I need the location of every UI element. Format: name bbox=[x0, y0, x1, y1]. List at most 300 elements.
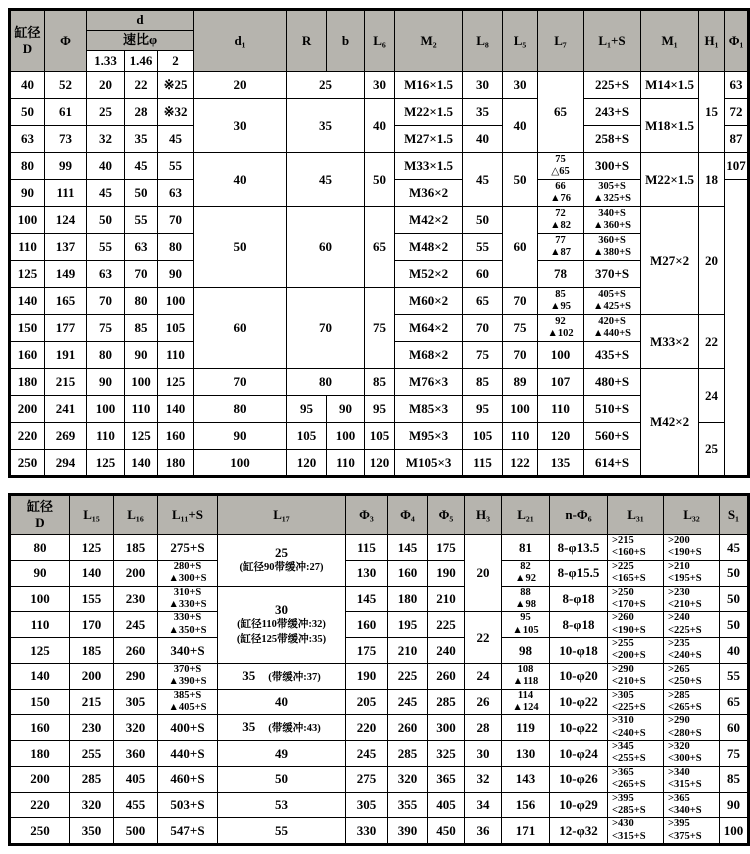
data-cell: 170 bbox=[70, 612, 114, 638]
data-cell: 26 bbox=[465, 689, 502, 715]
data-cell: >310 <240+S bbox=[608, 715, 664, 741]
data-cell: M42×2 bbox=[395, 207, 463, 234]
data-cell: 40 bbox=[463, 126, 503, 153]
data-cell: 300 bbox=[428, 715, 465, 741]
data-cell: 100 bbox=[125, 369, 158, 396]
data-cell: 177 bbox=[45, 315, 87, 342]
data-cell: 55 bbox=[125, 207, 158, 234]
data-cell: 73 bbox=[45, 126, 87, 153]
data-cell: >365 <265+S bbox=[608, 766, 664, 792]
data-cell bbox=[725, 180, 749, 477]
data-cell: 210 bbox=[428, 586, 465, 612]
data-cell: 12-φ32 bbox=[550, 818, 608, 845]
data-cell: 440+S bbox=[158, 741, 218, 767]
data-cell: 510+S bbox=[584, 396, 641, 423]
data-cell: 100 bbox=[538, 342, 584, 369]
data-cell: 30 bbox=[503, 72, 538, 99]
data-cell: 200 bbox=[10, 766, 70, 792]
table-row bbox=[10, 72, 749, 99]
table-row bbox=[10, 638, 749, 664]
data-cell: 125 bbox=[10, 638, 70, 664]
data-cell: 55 bbox=[720, 663, 749, 689]
data-cell: 125 bbox=[125, 423, 158, 450]
data-cell: M42×2 bbox=[641, 369, 699, 477]
header-row bbox=[10, 495, 749, 535]
data-cell: 85 bbox=[463, 369, 503, 396]
data-cell: 88 ▲98 bbox=[502, 586, 550, 612]
data-cell: 305+S ▲325+S bbox=[584, 180, 641, 207]
data-cell: 320 bbox=[388, 766, 428, 792]
data-cell: 45 bbox=[125, 153, 158, 180]
header-cell: H₁ bbox=[699, 10, 725, 72]
table-row bbox=[10, 396, 749, 423]
data-cell: 8-φ13.5 bbox=[550, 535, 608, 561]
data-cell: 100 bbox=[503, 396, 538, 423]
data-cell: 28 bbox=[125, 99, 158, 126]
data-cell: 65 bbox=[365, 207, 395, 288]
header-cell: L₅ bbox=[503, 10, 538, 72]
data-cell: 85 bbox=[125, 315, 158, 342]
data-cell: 245 bbox=[114, 612, 158, 638]
table-row bbox=[10, 535, 749, 561]
data-cell: 243+S bbox=[584, 99, 641, 126]
data-cell: 10-φ22 bbox=[550, 689, 608, 715]
data-cell: 175 bbox=[346, 638, 388, 664]
data-cell: 290 bbox=[114, 663, 158, 689]
data-cell: 35 bbox=[125, 126, 158, 153]
table-row bbox=[10, 586, 749, 612]
data-cell: 260 bbox=[388, 715, 428, 741]
data-cell: 140 bbox=[70, 560, 114, 586]
data-cell: 124 bbox=[45, 207, 87, 234]
header-cell: S₁ bbox=[720, 495, 749, 535]
data-cell: 140 bbox=[10, 663, 70, 689]
header-cell: Φ₅ bbox=[428, 495, 465, 535]
table-row bbox=[10, 663, 749, 689]
data-cell: 92 ▲102 bbox=[538, 315, 584, 342]
data-cell: 89 bbox=[503, 369, 538, 396]
table-row bbox=[10, 689, 749, 715]
data-cell: >210 <195+S bbox=[664, 560, 720, 586]
data-cell: M60×2 bbox=[395, 288, 463, 315]
data-cell: 115 bbox=[346, 535, 388, 561]
data-cell: 547+S bbox=[158, 818, 218, 845]
data-cell: 385+S ▲405+S bbox=[158, 689, 218, 715]
data-cell: 50 bbox=[218, 766, 346, 792]
header-cell: L₁₅ bbox=[70, 495, 114, 535]
data-cell: 400+S bbox=[158, 715, 218, 741]
data-cell: 160 bbox=[10, 342, 45, 369]
data-cell: M76×3 bbox=[395, 369, 463, 396]
data-cell: 460+S bbox=[158, 766, 218, 792]
data-cell: >230 <210+S bbox=[664, 586, 720, 612]
cylinder-dimension-table-top bbox=[8, 8, 750, 478]
data-cell: 180 bbox=[388, 586, 428, 612]
data-cell: 122 bbox=[503, 450, 538, 477]
header-cell: d₁ bbox=[194, 10, 287, 72]
data-cell: 80 bbox=[87, 342, 125, 369]
data-cell: 300+S bbox=[584, 153, 641, 180]
data-cell: M22×1.5 bbox=[395, 99, 463, 126]
data-cell: 30 bbox=[194, 99, 287, 153]
data-cell: 22 bbox=[465, 612, 502, 664]
data-cell: 340+S bbox=[158, 638, 218, 664]
header-cell: L₁₆ bbox=[114, 495, 158, 535]
data-cell: 90 bbox=[87, 369, 125, 396]
data-cell: 40 bbox=[10, 72, 45, 99]
data-cell: 360+S ▲380+S bbox=[584, 234, 641, 261]
data-cell: 160 bbox=[158, 423, 194, 450]
data-cell: 65 bbox=[720, 689, 749, 715]
data-cell: 150 bbox=[10, 315, 45, 342]
data-cell: >240 <225+S bbox=[664, 612, 720, 638]
header-cell: L₆ bbox=[365, 10, 395, 72]
data-cell: 95 bbox=[287, 396, 327, 423]
data-cell: 258+S bbox=[584, 126, 641, 153]
data-cell: 185 bbox=[70, 638, 114, 664]
data-cell: 120 bbox=[538, 423, 584, 450]
data-cell: 269 bbox=[45, 423, 87, 450]
data-cell: 100 bbox=[720, 818, 749, 845]
data-cell: 49 bbox=[218, 741, 346, 767]
data-cell: 81 bbox=[502, 535, 550, 561]
table-row bbox=[10, 741, 749, 767]
table-row bbox=[10, 423, 749, 450]
data-cell: >235 <240+S bbox=[664, 638, 720, 664]
data-cell: 90 bbox=[327, 396, 365, 423]
data-cell: 63 bbox=[87, 261, 125, 288]
data-cell: 145 bbox=[346, 586, 388, 612]
data-cell: 220 bbox=[346, 715, 388, 741]
data-cell: 24 bbox=[465, 663, 502, 689]
data-cell: >250 <170+S bbox=[608, 586, 664, 612]
data-cell: 99 bbox=[45, 153, 87, 180]
header-cell: d bbox=[87, 10, 194, 31]
header-cell: L₁+S bbox=[584, 10, 641, 72]
data-cell: 350 bbox=[70, 818, 114, 845]
data-cell: 95 bbox=[463, 396, 503, 423]
data-cell: 171 bbox=[502, 818, 550, 845]
data-cell: >395 <285+S bbox=[608, 792, 664, 818]
data-cell: 40 bbox=[194, 153, 287, 207]
header-cell: L₇ bbox=[538, 10, 584, 72]
data-cell: 50 bbox=[720, 586, 749, 612]
data-cell: 95 ▲105 bbox=[502, 612, 550, 638]
data-cell: >225 <165+S bbox=[608, 560, 664, 586]
data-cell: 45 bbox=[87, 180, 125, 207]
data-cell: 10-φ20 bbox=[550, 663, 608, 689]
data-cell: 285 bbox=[428, 689, 465, 715]
data-cell: 85 bbox=[720, 766, 749, 792]
header-row bbox=[10, 10, 749, 31]
data-cell: 63 bbox=[125, 234, 158, 261]
table-row bbox=[10, 288, 749, 315]
data-cell: 130 bbox=[346, 560, 388, 586]
data-cell: 8-φ15.5 bbox=[550, 560, 608, 586]
data-cell: 390 bbox=[388, 818, 428, 845]
data-cell: 110 bbox=[327, 450, 365, 477]
data-cell: 85 ▲95 bbox=[538, 288, 584, 315]
data-cell: 65 bbox=[538, 72, 584, 153]
data-cell: 355 bbox=[388, 792, 428, 818]
data-cell: 143 bbox=[502, 766, 550, 792]
data-cell: 40 bbox=[218, 689, 346, 715]
data-cell: 70 bbox=[125, 261, 158, 288]
data-cell: 25 bbox=[699, 423, 725, 477]
data-cell: 365 bbox=[428, 766, 465, 792]
data-cell: 50 bbox=[503, 153, 538, 207]
data-cell: 180 bbox=[10, 741, 70, 767]
data-cell: 125 bbox=[70, 535, 114, 561]
data-cell: 200 bbox=[70, 663, 114, 689]
data-cell: 370+S bbox=[584, 261, 641, 288]
data-cell: M64×2 bbox=[395, 315, 463, 342]
data-cell: 110 bbox=[503, 423, 538, 450]
data-cell: 30 bbox=[365, 72, 395, 99]
data-cell: 45 bbox=[720, 535, 749, 561]
data-cell: 241 bbox=[45, 396, 87, 423]
header-cell: H₃ bbox=[465, 495, 502, 535]
data-cell: 60 bbox=[503, 207, 538, 288]
data-cell: M22×1.5 bbox=[641, 153, 699, 207]
data-cell: >345 <255+S bbox=[608, 741, 664, 767]
data-cell: 230 bbox=[70, 715, 114, 741]
table-row bbox=[10, 560, 749, 586]
data-cell: 150 bbox=[10, 689, 70, 715]
data-cell: 30 bbox=[463, 72, 503, 99]
data-cell: 305 bbox=[114, 689, 158, 715]
data-cell: 160 bbox=[10, 715, 70, 741]
data-cell: 450 bbox=[428, 818, 465, 845]
data-cell: 70 bbox=[503, 288, 538, 315]
data-cell: 80 bbox=[10, 535, 70, 561]
data-cell: >265 <250+S bbox=[664, 663, 720, 689]
table-row bbox=[10, 715, 749, 741]
data-cell: 294 bbox=[45, 450, 87, 477]
data-cell: 156 bbox=[502, 792, 550, 818]
data-cell: 8-φ18 bbox=[550, 612, 608, 638]
data-cell: 105 bbox=[287, 423, 327, 450]
data-cell: 40 bbox=[503, 99, 538, 153]
data-cell: 105 bbox=[365, 423, 395, 450]
data-cell: 45 bbox=[463, 153, 503, 207]
data-cell: 98 bbox=[502, 638, 550, 664]
data-cell: 140 bbox=[10, 288, 45, 315]
header-cell: Φ₃ bbox=[346, 495, 388, 535]
data-cell: 110 bbox=[538, 396, 584, 423]
data-cell: 66 ▲76 bbox=[538, 180, 584, 207]
header-cell: 缸径 D bbox=[10, 495, 70, 535]
data-cell: 180 bbox=[158, 450, 194, 477]
data-cell: 60 bbox=[194, 288, 287, 369]
data-cell: 24 bbox=[699, 369, 725, 423]
data-cell: 52 bbox=[45, 72, 87, 99]
header-cell: b bbox=[327, 10, 365, 72]
table-row bbox=[10, 207, 749, 234]
data-cell: 20 bbox=[465, 535, 502, 612]
data-cell: 305 bbox=[346, 792, 388, 818]
data-cell: 250 bbox=[10, 450, 45, 477]
data-cell: 360 bbox=[114, 741, 158, 767]
data-cell: 60 bbox=[463, 261, 503, 288]
data-cell: 260 bbox=[428, 663, 465, 689]
data-cell: 120 bbox=[365, 450, 395, 477]
data-cell: 340+S ▲360+S bbox=[584, 207, 641, 234]
table-row bbox=[10, 153, 749, 180]
data-cell: 50 bbox=[463, 207, 503, 234]
data-cell: 100 bbox=[327, 423, 365, 450]
data-cell: 500 bbox=[114, 818, 158, 845]
data-cell: 108 ▲118 bbox=[502, 663, 550, 689]
table-row bbox=[10, 766, 749, 792]
data-cell: >290 <210+S bbox=[608, 663, 664, 689]
data-cell: 135 bbox=[538, 450, 584, 477]
data-cell: 114 ▲124 bbox=[502, 689, 550, 715]
data-cell: 230 bbox=[114, 586, 158, 612]
data-cell: M27×1.5 bbox=[395, 126, 463, 153]
data-cell: 195 bbox=[388, 612, 428, 638]
data-cell: 61 bbox=[45, 99, 87, 126]
data-cell: 90 bbox=[194, 423, 287, 450]
data-cell: 72 bbox=[725, 99, 749, 126]
data-cell: 275+S bbox=[158, 535, 218, 561]
data-cell: 250 bbox=[10, 818, 70, 845]
header-cell: Φ bbox=[45, 10, 87, 72]
data-cell: 111 bbox=[45, 180, 87, 207]
data-cell: M48×2 bbox=[395, 234, 463, 261]
data-cell: 405 bbox=[114, 766, 158, 792]
data-cell: 18 bbox=[699, 153, 725, 207]
data-cell: 110 bbox=[10, 234, 45, 261]
data-cell: 105 bbox=[158, 315, 194, 342]
data-cell: 100 bbox=[194, 450, 287, 477]
data-cell: 80 bbox=[194, 396, 287, 423]
data-cell: 220 bbox=[10, 423, 45, 450]
data-cell: 80 bbox=[158, 234, 194, 261]
data-cell: 149 bbox=[45, 261, 87, 288]
data-cell: M85×3 bbox=[395, 396, 463, 423]
header-cell: Φ₁ bbox=[725, 10, 749, 72]
data-cell: 160 bbox=[346, 612, 388, 638]
data-cell: 50 bbox=[194, 207, 287, 288]
data-cell: 255 bbox=[70, 741, 114, 767]
data-cell: 285 bbox=[70, 766, 114, 792]
data-cell: ※25 bbox=[158, 72, 194, 99]
data-cell: 165 bbox=[45, 288, 87, 315]
data-cell: >395 <375+S bbox=[664, 818, 720, 845]
data-cell: 10-φ22 bbox=[550, 715, 608, 741]
header-cell: 1.46 bbox=[125, 51, 158, 72]
data-cell: 55 bbox=[158, 153, 194, 180]
data-cell: 40 bbox=[365, 99, 395, 153]
header-cell: L₈ bbox=[463, 10, 503, 72]
table-row bbox=[10, 450, 749, 477]
data-cell: 50 bbox=[720, 612, 749, 638]
data-cell: 35 bbox=[287, 99, 365, 153]
data-cell: 35 (带缓冲:37) bbox=[218, 663, 346, 689]
data-cell: 220 bbox=[10, 792, 70, 818]
data-cell: 420+S ▲440+S bbox=[584, 315, 641, 342]
data-cell: 614+S bbox=[584, 450, 641, 477]
data-cell: 115 bbox=[463, 450, 503, 477]
data-cell: 15 bbox=[699, 72, 725, 153]
data-cell: >430 <315+S bbox=[608, 818, 664, 845]
data-cell: >260 <190+S bbox=[608, 612, 664, 638]
data-cell: 140 bbox=[125, 450, 158, 477]
data-cell: >290 <280+S bbox=[664, 715, 720, 741]
data-cell: 85 bbox=[365, 369, 395, 396]
data-cell: 75 △65 bbox=[538, 153, 584, 180]
data-cell: 28 bbox=[465, 715, 502, 741]
data-cell: 72 ▲82 bbox=[538, 207, 584, 234]
data-cell: 35 (带缓冲:43) bbox=[218, 715, 346, 741]
data-cell: 125 bbox=[10, 261, 45, 288]
header-cell: M₂ bbox=[395, 10, 463, 72]
cylinder-dimension-table-bottom bbox=[8, 493, 750, 846]
data-cell: 100 bbox=[10, 207, 45, 234]
data-cell: ※32 bbox=[158, 99, 194, 126]
data-cell: 330 bbox=[346, 818, 388, 845]
data-cell: 70 bbox=[503, 342, 538, 369]
data-cell: 160 bbox=[388, 560, 428, 586]
data-cell: 155 bbox=[70, 586, 114, 612]
data-cell: 75 bbox=[463, 342, 503, 369]
data-cell: 63 bbox=[158, 180, 194, 207]
data-cell: 90 bbox=[158, 261, 194, 288]
data-cell: 50 bbox=[10, 99, 45, 126]
data-cell: 80 bbox=[10, 153, 45, 180]
data-cell: >285 <265+S bbox=[664, 689, 720, 715]
data-cell: M105×3 bbox=[395, 450, 463, 477]
data-cell: 20 bbox=[699, 207, 725, 315]
header-cell: L₃₁ bbox=[608, 495, 664, 535]
data-cell: 110 bbox=[87, 423, 125, 450]
data-cell: 260 bbox=[114, 638, 158, 664]
data-cell: 32 bbox=[87, 126, 125, 153]
data-cell: 320 bbox=[114, 715, 158, 741]
data-cell: 90 bbox=[125, 342, 158, 369]
data-cell: 36 bbox=[465, 818, 502, 845]
data-cell: 70 bbox=[158, 207, 194, 234]
data-cell: 55 bbox=[218, 818, 346, 845]
data-cell: 45 bbox=[287, 153, 365, 207]
data-cell: 80 bbox=[287, 369, 365, 396]
data-cell: M14×1.5 bbox=[641, 72, 699, 99]
data-cell: 35 bbox=[463, 99, 503, 126]
header-cell: L₃₂ bbox=[664, 495, 720, 535]
data-cell: 82 ▲92 bbox=[502, 560, 550, 586]
data-cell: 55 bbox=[87, 234, 125, 261]
header-cell: M₁ bbox=[641, 10, 699, 72]
data-cell: 245 bbox=[388, 689, 428, 715]
data-cell: 225 bbox=[428, 612, 465, 638]
data-cell: 370+S ▲390+S bbox=[158, 663, 218, 689]
data-cell: 45 bbox=[158, 126, 194, 153]
data-cell: 10-φ24 bbox=[550, 741, 608, 767]
data-cell: M16×1.5 bbox=[395, 72, 463, 99]
data-cell: 34 bbox=[465, 792, 502, 818]
data-cell: 65 bbox=[463, 288, 503, 315]
data-cell: 75 bbox=[87, 315, 125, 342]
data-cell: 330+S ▲350+S bbox=[158, 612, 218, 638]
data-cell: 275 bbox=[346, 766, 388, 792]
table-row bbox=[10, 612, 749, 638]
data-cell: 63 bbox=[10, 126, 45, 153]
data-cell: 225 bbox=[388, 663, 428, 689]
table-row bbox=[10, 369, 749, 396]
data-cell: 325 bbox=[428, 741, 465, 767]
data-cell: 8-φ18 bbox=[550, 586, 608, 612]
